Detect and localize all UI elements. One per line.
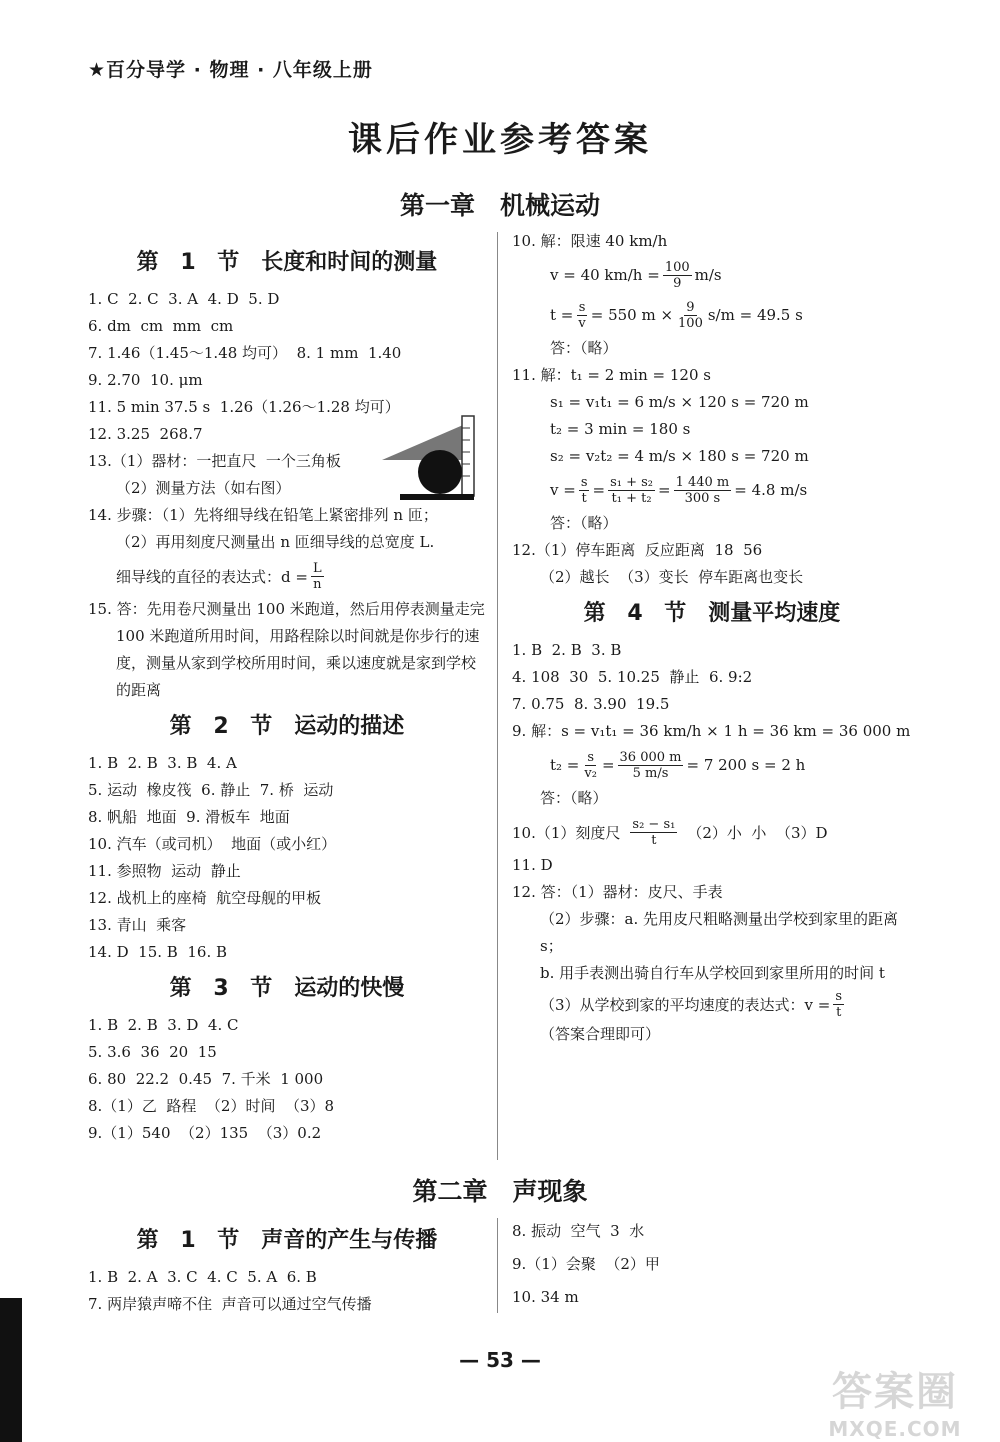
triangle-ruler-shape: [382, 422, 470, 460]
answer-line: 1. C 2. C 3. A 4. D 5. D: [88, 290, 280, 308]
denominator: 9: [673, 275, 682, 291]
answer-line: 9.（1）540 （2）135 （3）0.2: [88, 1124, 322, 1142]
fraction: [663, 260, 692, 291]
formula-diameter: [88, 556, 486, 596]
formula-time-2: t₂ = $\frac{s}{\text{v₂}}$ = $\frac{36 000 m}{5 m/s}$ = 7 200 s = 2 h: [550, 749, 806, 781]
answer-line: 14. D 15. B 16. B: [88, 943, 228, 961]
formula-text: = 4.8 m/s: [734, 481, 808, 499]
answer-line: 9. 解：s = v₁t₁ = 36 km/h × 1 h = 36 km = 36 000 m: [512, 722, 911, 740]
answer-line: 7. 1.46（1.45～1.48 均可） 8. 1 mm 1.40: [88, 344, 402, 362]
answer-line: 答：（略）: [550, 514, 618, 532]
page-number: — 53 —: [459, 1348, 541, 1372]
denominator: 300 s: [684, 490, 721, 506]
denominator: t: [651, 832, 657, 848]
fraction: [618, 750, 684, 781]
section-1-2-title: 第 2 节 运动的描述: [169, 714, 405, 739]
fraction: [579, 475, 590, 506]
answer-line: 10. 解：限速 40 km/h: [512, 232, 668, 250]
answer-line: s₂ = v₂t₂ = 4 m/s × 180 s = 720 m: [550, 447, 809, 465]
answer-line: 10. 34 m: [512, 1288, 579, 1306]
answer-line: 7. 0.75 8. 3.90 19.5: [512, 695, 670, 713]
page-title: 课后作业参考答案: [348, 120, 652, 160]
answer-line: 13. 青山 乘客: [88, 916, 187, 934]
numerator: s₂ − s₁: [632, 816, 676, 832]
answer-line: 11. 5 min 37.5 s 1.26（1.26～1.28 均可）: [88, 398, 400, 416]
answer-line: 1. B 2. B 3. B 4. A: [88, 754, 237, 772]
fraction: [576, 300, 587, 331]
answer-line: 9. 2.70 10. μm: [88, 371, 203, 389]
answer-line: 8. 振动 空气 3 水: [512, 1222, 645, 1240]
numerator: s₁ + s₂: [610, 474, 653, 490]
formula-text: v = 40 km/h =: [550, 266, 660, 284]
denominator: 100: [678, 315, 703, 331]
watermark-logo: [800, 1360, 990, 1441]
left-column-ch2: [88, 1218, 486, 1318]
ball-shape: [418, 450, 462, 494]
base-board-shape: [400, 494, 474, 500]
denominator: v: [578, 315, 586, 331]
numerator: 9: [686, 299, 695, 315]
answer-line: 5. 运动 橡皮筏 6. 静止 7. 桥 运动: [88, 781, 334, 799]
answer-line: 答：（略）: [540, 789, 608, 807]
answer-paragraph: b. 用手表测出骑自行车从学校回到家里所用的时间 t: [540, 964, 885, 982]
answer-line: 5. 3.6 36 20 15: [88, 1043, 217, 1061]
numerator: L: [312, 560, 322, 576]
formula-text: t =: [550, 306, 574, 324]
formula-text: 10.（1）刻度尺: [512, 823, 621, 842]
answer-line: 14. 步骤：（1）先将细导线在铅笔上紧密排列 n 匝；: [88, 506, 438, 524]
answer-line: 11. D: [512, 856, 553, 874]
fraction: [608, 475, 655, 506]
numerator: 36 000 m: [619, 749, 682, 765]
column-divider: [497, 1218, 498, 1313]
fraction: [674, 475, 732, 506]
formula-text: v =: [550, 481, 576, 499]
answer-line: 1. B 2. B 3. D 4. C: [88, 1016, 239, 1034]
chapter-2-title: 第二章 声现象: [412, 1177, 588, 1206]
watermark-text: 答案圈: [832, 1369, 958, 1415]
answer-line: 8. 帆船 地面 9. 滑板车 地面: [88, 808, 290, 826]
answer-line: 1. B 2. B 3. B: [512, 641, 622, 659]
formula-text: 细导线的直径的表达式：d =: [116, 567, 308, 586]
formula-text: = 7 200 s = 2 h: [686, 756, 806, 774]
formula-average-speed-2: [512, 987, 912, 1021]
answer-line: 6. dm cm mm cm: [88, 317, 234, 335]
section-1-1-title: 第 1 节 长度和时间的测量: [136, 250, 438, 275]
formula-text: m/s: [694, 266, 722, 284]
watermark-url: MXQE.COM: [828, 1417, 962, 1441]
denominator: t: [581, 490, 587, 506]
numerator: s: [580, 474, 588, 490]
answer-line: （2）测量方法（如右图）: [116, 479, 291, 497]
denominator: t: [836, 1004, 842, 1020]
numerator: s: [578, 299, 586, 315]
answer-line: 11. 参照物 运动 静止: [88, 862, 241, 880]
numerator: s: [587, 749, 594, 765]
fraction: [833, 989, 844, 1020]
answer-line: 4. 108 30 5. 10.25 静止 6. 9:2: [512, 668, 753, 686]
formula-text: （3）从学校到家的平均速度的表达式：v =: [540, 995, 831, 1014]
right-column-ch2: [512, 1215, 912, 1314]
answer-paragraph: （2）步骤：a. 先用皮尺粗略测量出学校到家里的距离 s；: [540, 910, 899, 955]
section-1-3-title: 第 3 节 运动的快慢: [169, 976, 405, 1001]
answer-line: t₂ = 3 min = 180 s: [550, 420, 691, 438]
answer-line: 12.（1）停车距离 反应距离 18 56: [512, 541, 763, 559]
scan-edge: [0, 1298, 22, 1442]
fraction: [630, 817, 677, 848]
numerator: 100: [664, 259, 690, 275]
numerator: 1 440 m: [675, 474, 730, 490]
answer-line: 10. 汽车（或司机） 地面（或小红）: [88, 835, 337, 853]
answer-line: s₁ = v₁t₁ = 6 m/s × 120 s = 720 m: [550, 393, 809, 411]
section-1-4-title: 第 4 节 测量平均速度: [583, 601, 841, 626]
measurement-figure: [380, 410, 480, 502]
answer-line: 9.（1）会聚 （2）甲: [512, 1255, 660, 1273]
numerator: s: [835, 988, 843, 1004]
answer-line: 12. 3.25 268.7: [88, 425, 203, 443]
formula-text: t₂ =: [550, 756, 580, 774]
answer-line: 1. B 2. A 3. C 4. C 5. A 6. B: [88, 1268, 317, 1286]
answer-line: 7. 两岸猿声啼不住 声音可以通过空气传播: [88, 1295, 372, 1313]
left-column: [88, 240, 486, 1147]
right-column: [512, 228, 912, 1048]
formula-line-10: [512, 812, 912, 852]
book-header: ★百分导学 · 物理 · 八年级上册: [88, 59, 373, 81]
formula-text: = 550 m ×: [590, 306, 674, 324]
formula-text: s/m = 49.5 s: [707, 306, 803, 324]
answer-line: （2）再用刻度尺测量出 n 匝细导线的总宽度 L.: [116, 533, 435, 551]
answer-line: （答案合理即可）: [540, 1025, 661, 1043]
formula-text: （2）小 小 （3）D: [687, 823, 828, 842]
answer-paragraph: 15. 答：先用卷尺测量出 100 米跑道，然后用停表测量走完 100 米跑道所用时间，用路程除以时间就是你步行的速度，测量从家到学校所用时间，乘以速度就是家到学校的距离: [88, 600, 485, 699]
formula-average-speed: v = $\frac{s}{t}$ = $\frac{\text{s₁ + s₂}}{\text{t₁ + t₂}}$ = $\frac{1 440 m}{300 s}$ = 4.8 m/s: [550, 474, 808, 506]
fraction: [582, 750, 599, 781]
fraction: [311, 561, 324, 592]
answer-line: 11. 解：t₁ = 2 min = 120 s: [512, 366, 711, 384]
denominator: t₁ + t₂: [611, 490, 652, 506]
fraction: [676, 300, 705, 331]
denominator: n: [313, 576, 322, 592]
answer-line: 6. 80 22.2 0.45 7. 千米 1 000: [88, 1070, 324, 1088]
answer-line: （2）越长 （3）变长 停车距离也变长: [540, 568, 804, 586]
answer-line: 12. 答：（1）器材：皮尺、手表: [512, 883, 723, 901]
formula-speed: [512, 255, 912, 295]
answer-line: 8.（1）乙 路程 （2）时间 （3）8: [88, 1097, 335, 1115]
chapter-1-title: 第一章 机械运动: [399, 191, 600, 220]
formula-time: [512, 295, 912, 335]
answer-line: 答：（略）: [550, 339, 618, 357]
section-2-1-title: 第 1 节 声音的产生与传播: [136, 1228, 438, 1253]
answer-line: 12. 战机上的座椅 航空母舰的甲板: [88, 889, 322, 907]
denominator: v₂: [584, 765, 597, 781]
denominator: 5 m/s: [632, 765, 669, 781]
answer-line: 13.（1）器材：一把直尺 一个三角板: [88, 452, 341, 470]
column-divider: [497, 232, 498, 1160]
